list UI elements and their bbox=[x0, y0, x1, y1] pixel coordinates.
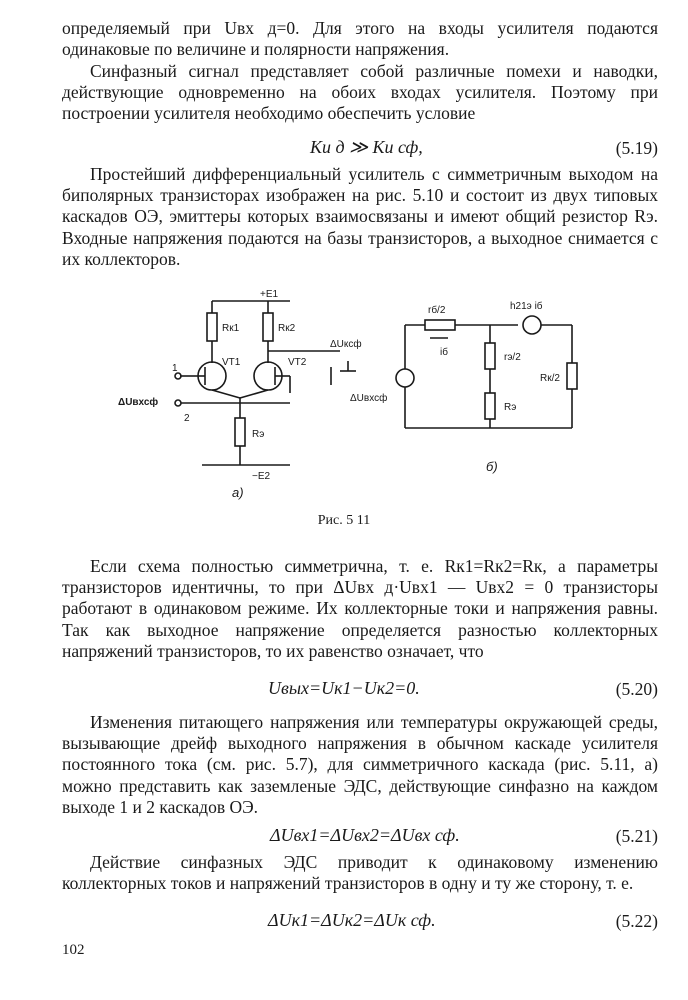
current-source bbox=[523, 316, 541, 334]
equation-5-19: Kи д ≫ Kи сф, bbox=[310, 137, 423, 157]
label-re: Rэ bbox=[252, 429, 265, 440]
equation-5-22: ΔUк1=ΔUк2=ΔUк сф. bbox=[268, 910, 436, 930]
paragraph-1: определяемый при Uвх д=0. Для этого на входы усилителя подаются одинаковые по величине и полярности напряжения. bbox=[62, 18, 658, 60]
label-rk1: Rк1 bbox=[222, 323, 240, 334]
equation-5-21-number: (5.21) bbox=[615, 826, 658, 846]
equation-5-20: Uвых=Uк1−Uк2=0. bbox=[268, 678, 420, 698]
label-rb: rб/2 bbox=[428, 305, 446, 316]
resistor-rk-b bbox=[567, 363, 577, 389]
label-a: а) bbox=[232, 485, 244, 500]
figure-caption: Рис. 5 11 bbox=[317, 513, 371, 528]
resistor-re bbox=[235, 418, 245, 446]
input-node-2 bbox=[175, 400, 181, 406]
label-vt2: VT2 bbox=[288, 357, 307, 368]
label-ib: iб bbox=[440, 347, 448, 358]
label-in: ΔUвхсф bbox=[118, 397, 159, 408]
label-source: h21э iб bbox=[510, 301, 543, 312]
resistor-re2 bbox=[485, 343, 495, 369]
figure-5-11 bbox=[0, 283, 688, 513]
label-re2: rэ/2 bbox=[504, 352, 521, 363]
resistor-re-b bbox=[485, 393, 495, 419]
label-e2: −E2 bbox=[252, 471, 271, 482]
label-b: б) bbox=[486, 459, 498, 474]
label-node1: 1 bbox=[172, 363, 178, 374]
paragraph-3: Простейший дифференциальный усилитель с симметричным выходом на биполярных транзисторах изображен на рис. 5.10 и состоит из двух типовых каскадов ОЭ, эмиттеры которых взаимосвязаны и имеют общий резистор Rэ. Входные напряжения подаются на базы транзисторов, а выходное снимается с их коллекторов. bbox=[62, 164, 658, 269]
equation-5-22-number: (5.22) bbox=[615, 911, 658, 931]
equation-5-20-number: (5.20) bbox=[615, 679, 658, 699]
label-rk-b: Rк/2 bbox=[540, 373, 560, 384]
label-vt1: VT1 bbox=[222, 357, 241, 368]
page-number: 102 bbox=[62, 942, 85, 958]
paragraph-5: Изменения питающего напряжения или температуры окружающей среды, вызывающие дрейф выходного напряжения в обычном каскаде усилителя постоянного тока (см. рис. 5.7), для симметричного каскада (рис. 5.11, а) можно представить как заземленые ЭДС, действующие синфазно на каждом выходе 1 и 2 каскадов ОЭ. bbox=[62, 712, 658, 817]
resistor-rk1 bbox=[207, 313, 217, 341]
resistor-rk2 bbox=[263, 313, 273, 341]
label-node2: 2 bbox=[184, 413, 190, 424]
paragraph-6: Действие синфазных ЭДС приводит к одинаковому изменению коллекторных токов и напряжений транзисторов в одну и ту же сторону, т. е. bbox=[62, 852, 658, 894]
circuit-b bbox=[396, 316, 577, 428]
paragraph-4: Если схема полностью симметрична, т. е. Rк1=Rк2=Rк, а параметры транзисторов идентичны, то при ΔUвх д·Uвх1 — Uвх2 = 0 транзисторы работают в одинаковом режиме. Их коллекторные токи и напряжения равны. Так как выходное напряжение определяется разностью коллекторных напряжений транзисторов, то их равенство означает, что bbox=[62, 556, 658, 661]
label-e1: +E1 bbox=[260, 289, 279, 300]
label-vin-b: ΔUвхсф bbox=[350, 393, 388, 404]
label-out: ΔUксф bbox=[330, 339, 362, 350]
resistor-rb bbox=[425, 320, 455, 330]
circuit-a bbox=[175, 301, 356, 465]
equation-5-21: ΔUвх1=ΔUвх2=ΔUвх сф. bbox=[270, 825, 460, 845]
equation-5-19-number: (5.19) bbox=[615, 138, 658, 158]
paragraph-2: Синфазный сигнал представляет собой различные помехи и наводки, действующие одновременно на обоих входах усилителя. Поэтому при построении усилителя необходимо обеспечить условие bbox=[62, 61, 658, 124]
label-re-b: Rэ bbox=[504, 402, 517, 413]
label-rk2: Rк2 bbox=[278, 323, 296, 334]
voltage-source bbox=[396, 369, 414, 387]
